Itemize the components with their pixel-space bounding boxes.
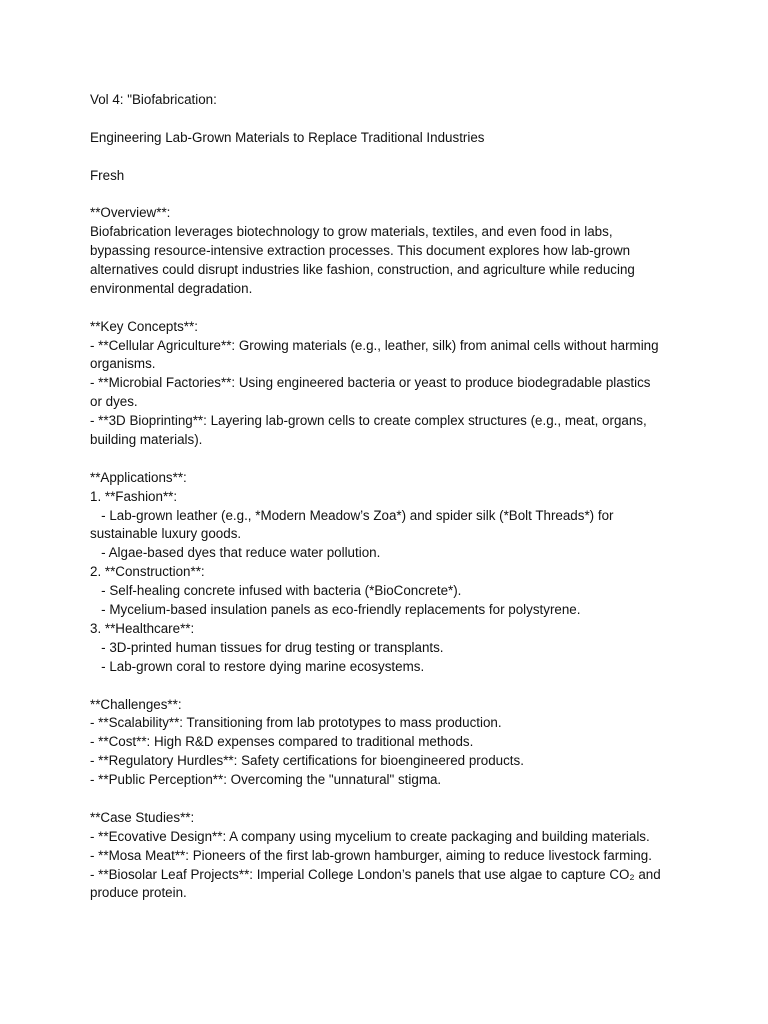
case-studies-heading: **Case Studies**: [90, 809, 195, 825]
key-concepts-line: or dyes. [90, 394, 138, 410]
document-tag: Fresh [90, 167, 125, 183]
overview-line: Biofabrication leverages biotechnology to grow materials, textiles, and even food in labs, [90, 224, 613, 240]
overview-line: environmental degradation. [90, 280, 253, 296]
document-page [90, 0, 690, 903]
applications-line: - Algae-based dyes that reduce water pollution. [90, 545, 381, 561]
case-studies-line: - **Ecovative Design**: A company using mycelium to create packaging and building materials. [90, 828, 650, 844]
challenges-section [90, 696, 690, 790]
applications-line: - 3D-printed human tissues for drug testing or transplants. [90, 639, 444, 655]
key-concepts-heading: **Key Concepts**: [90, 318, 198, 334]
overview-line: alternatives could disrupt industries like fashion, construction, and agriculture while reducing [90, 262, 635, 278]
applications-line: - Self-healing concrete infused with bacteria (*BioConcrete*). [90, 583, 462, 599]
top-margin [90, 0, 690, 91]
challenges-line: - **Scalability**: Transitioning from lab prototypes to mass production. [90, 715, 502, 731]
overview-heading: **Overview**: [90, 205, 171, 221]
case-studies-line: - **Mosa Meat**: Pioneers of the first lab-grown hamburger, aiming to reduce livestock farming. [90, 847, 652, 863]
applications-heading: **Applications**: [90, 469, 187, 485]
key-concepts-line: building materials). [90, 432, 203, 448]
document-title-line-2: Engineering Lab-Grown Materials to Replace Traditional Industries [90, 129, 485, 145]
document-title-line-1: Vol 4: "Biofabrication: [90, 92, 217, 107]
key-concepts-line: - **Microbial Factories**: Using engineered bacteria or yeast to produce biodegradable plastics [90, 375, 651, 391]
applications-line: - Lab-grown coral to restore dying marine ecosystems. [90, 658, 425, 674]
applications-line: - Mycelium-based insulation panels as eco-friendly replacements for polystyrene. [90, 602, 581, 618]
overview-section [90, 204, 690, 298]
case-studies-line: produce protein. [90, 885, 187, 901]
applications-line: sustainable luxury goods. [90, 526, 242, 542]
applications-line: 1. **Fashion**: [90, 488, 178, 504]
key-concepts-section [90, 318, 690, 450]
applications-section [90, 469, 690, 677]
case-studies-section [90, 809, 690, 903]
key-concepts-line: - **Cellular Agriculture**: Growing materials (e.g., leather, silk) from animal cells without harming [90, 337, 659, 353]
case-studies-line: - **Biosolar Leaf Projects**: Imperial College London’s panels that use algae to capture CO₂ and [90, 866, 661, 882]
challenges-line: - **Cost**: High R&D expenses compared to traditional methods. [90, 734, 474, 750]
applications-line: - Lab-grown leather (e.g., *Modern Meadow’s Zoa*) and spider silk (*Bolt Threads*) for [90, 507, 614, 523]
applications-line: 3. **Healthcare**: [90, 620, 195, 636]
challenges-heading: **Challenges**: [90, 696, 182, 712]
challenges-line: - **Public Perception**: Overcoming the "unnatural" stigma. [90, 772, 442, 788]
overview-line: bypassing resource-intensive extraction processes. This document explores how lab-grown [90, 243, 631, 259]
challenges-line: - **Regulatory Hurdles**: Safety certifications for bioengineered products. [90, 753, 524, 769]
key-concepts-line: - **3D Bioprinting**: Layering lab-grown cells to create complex structures (e.g., meat, organs, [90, 413, 647, 429]
key-concepts-line: organisms. [90, 356, 156, 372]
applications-line: 2. **Construction**: [90, 564, 205, 580]
